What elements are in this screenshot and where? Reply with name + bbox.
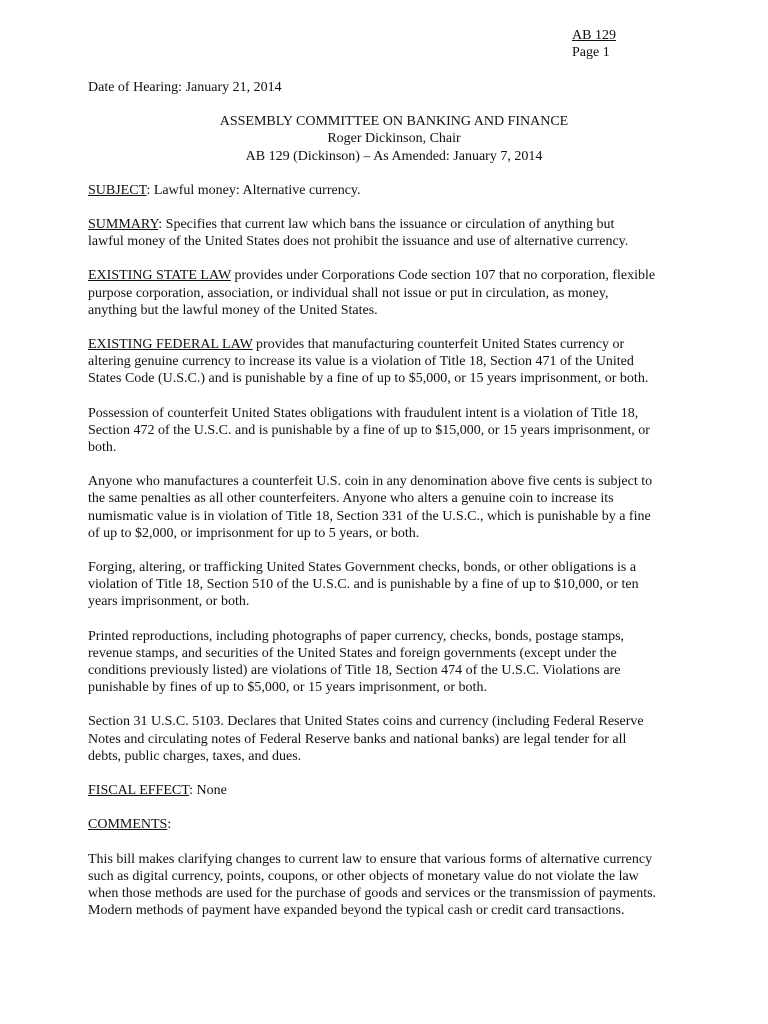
possession-paragraph (88, 405, 700, 457)
existing-federal-law-paragraph (88, 336, 700, 388)
committee-name: ASSEMBLY COMMITTEE ON BANKING AND FINANCE (219, 114, 569, 130)
fiscal-effect-text: : None (189, 783, 227, 799)
existing-state-law-line: provides under Corporations Code section 107 that no corporation, flexible (230, 268, 656, 284)
summary-line: lawful money of the United States does not prohibit the issuance and use of alternative currency. (88, 234, 629, 250)
reproductions-paragraph (88, 628, 700, 697)
paragraph-line: of up to $2,000, or imprisonment for up to 5 years, or both. (88, 525, 420, 541)
comments-paragraph (88, 851, 700, 920)
legal-tender-paragraph (88, 713, 700, 765)
paragraph-line: conditions previously listed) are violations of Title 18, Section 474 of the U.S.C. Violations are (88, 663, 621, 679)
existing-state-law-line: anything but the lawful money of the United States. (88, 302, 378, 318)
subject-text: : Lawful money: Alternative currency. (146, 182, 361, 198)
subject-paragraph (88, 182, 700, 199)
subject-label: SUBJECT (88, 182, 147, 198)
paragraph-line: Section 31 U.S.C. 5103. Declares that United States coins and currency (including Federal Reserve (88, 714, 644, 730)
paragraph-line: such as digital currency, points, coupons, or other objects of monetary value do not violate the law (88, 868, 639, 884)
summary-label: SUMMARY (88, 217, 159, 233)
paragraph-line: Modern methods of payment have expanded beyond the typical cash or credit card transactions. (88, 903, 625, 919)
existing-federal-law-line: altering genuine currency to increase its value is a violation of Title 18, Section 471 of the United (88, 354, 634, 370)
paragraph-line: Anyone who manufactures a counterfeit U.S. coin in any denomination above five cents is subject to (88, 474, 653, 490)
existing-state-law-label: EXISTING STATE LAW (88, 268, 231, 284)
committee-block (88, 113, 700, 165)
paragraph-line: both. (88, 440, 117, 456)
hearing-date: Date of Hearing: January 21, 2014 (88, 80, 282, 95)
existing-state-law-paragraph (88, 267, 700, 319)
paragraph-line: when those methods are used for the purchase of goods and services or the transmission of payments. (88, 885, 657, 901)
paragraph-line: Notes and circulating notes of Federal Reserve banks and national banks) are legal tender for all (88, 731, 627, 747)
existing-federal-law-line: States Code (U.S.C.) and is punishable by a fine of up to $5,000, or 15 years imprisonment, or both. (88, 371, 649, 387)
fiscal-effect-paragraph (88, 782, 700, 799)
existing-federal-law-line: provides that manufacturing counterfeit United States currency or (252, 337, 625, 353)
comments-label: COMMENTS (88, 817, 168, 833)
paragraph-line: numismatic value is in violation of Title 18, Section 331 of the U.S.C., which is punishable by a fine (88, 508, 651, 524)
fiscal-effect-label: FISCAL EFFECT (88, 783, 190, 799)
comments-suffix: : (167, 817, 172, 833)
paragraph-line: the same penalties as all other counterfeiters. Anyone who alters a genuine coin to increase its (88, 491, 614, 507)
summary-paragraph (88, 216, 700, 250)
paragraph-line: Printed reproductions, including photographs of paper currency, checks, bonds, postage stamps, (88, 628, 625, 644)
existing-federal-law-label: EXISTING FEDERAL LAW (88, 337, 253, 353)
paragraph-line: Possession of counterfeit United States obligations with fraudulent intent is a violation of Title 18, (88, 405, 639, 421)
bill-number: AB 129 (572, 28, 616, 43)
existing-state-law-line: purpose corporation, association, or individual shall not issue or put in circulation, as money, (88, 285, 609, 301)
paragraph-line: debts, public charges, taxes, and dues. (88, 748, 302, 764)
comments-heading (88, 816, 700, 833)
committee-chair: Roger Dickinson, Chair (327, 131, 461, 147)
paragraph-line: punishable by fines of up to $5,000, or 15 years imprisonment, or both. (88, 680, 487, 696)
paragraph-line: years imprisonment, or both. (88, 594, 250, 610)
paragraph-line: Section 472 of the U.S.C. and is punishable by a fine of up to $15,000, or 15 years imprisonment, or (88, 422, 650, 438)
page-number: Page 1 (572, 45, 610, 60)
paragraph-line: This bill makes clarifying changes to current law to ensure that various forms of alternative currency (88, 851, 653, 867)
paragraph-line: Forging, altering, or trafficking United States Government checks, bonds, or other obligations is a (88, 560, 637, 576)
bill-amendment-line: AB 129 (Dickinson) – As Amended: January 7, 2014 (245, 148, 543, 164)
paragraph-line: revenue stamps, and securities of the United States and foreign governments (except under the (88, 645, 617, 661)
paragraph-line: violation of Title 18, Section 510 of the U.S.C. and is punishable by a fine of up to $10,000, or ten (88, 577, 639, 593)
page-header-reference (572, 27, 616, 61)
document-body (88, 79, 700, 919)
counterfeit-coin-paragraph (88, 473, 700, 542)
forging-paragraph (88, 559, 700, 611)
summary-line: : Specifies that current law which bans the issuance or circulation of anything but (158, 217, 615, 233)
